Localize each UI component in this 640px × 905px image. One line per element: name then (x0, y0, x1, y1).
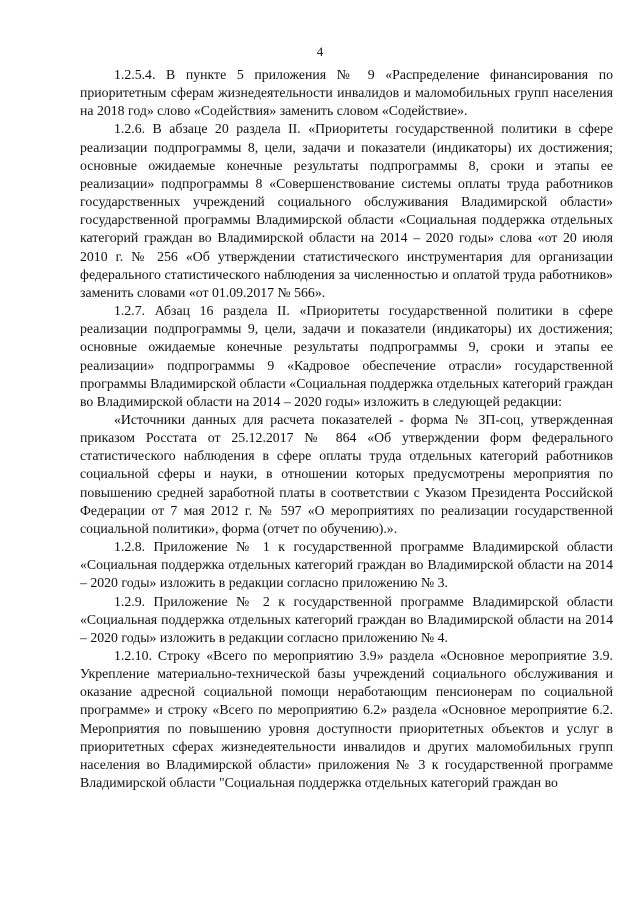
paragraph-1-2-9: 1.2.9. Приложение № 2 к государственной программе Владимирской области «Социальная поддержка отдельных категорий граждан во Владимирской области на 2014 – 2020 годы» изложить в редакции согласно приложению № 4. (80, 593, 613, 645)
paragraph-1-2-5-4: 1.2.5.4. В пункте 5 приложения № 9 «Распределение финансирования по приоритетным сферам жизнедеятельности инвалидов и маломобильных групп населения на 2018 год» слово «Содействия» заменить словом «Содействие». (80, 67, 613, 119)
page-number: 4 (316, 44, 324, 59)
paragraph-1-2-10: 1.2.10. Строку «Всего по мероприятию 3.9» раздела «Основное мероприятие 3.9. Укрепление материально-технической базы учреждений социального обслуживания и оказание адресной социальной помощи неработающим пенсионерам по социальной программе» и строку «Всего по мероприятию 6.2» раздела «Основное мероприятие 6.2. Мероприятия по повышению уровня доступности приоритетных объектов и услуг в приоритетных сферах жизнедеятельности инвалидов и других маломобильных групп населения во Владимирской области» приложения № 3 к государственной программе Владимирской области "Социальная поддержка отдельных категорий граждан во (80, 648, 613, 791)
document-body (80, 66, 613, 792)
paragraph-1-2-6: 1.2.6. В абзаце 20 раздела II. «Приоритеты государственной политики в сфере реализации подпрограммы 8, цели, задачи и показатели (индикаторы) их достижения; основные ожидаемые конечные результаты подпрограммы 8, сроки и этапы ее реализации» подпрограммы 8 «Совершенствование системы оплаты труда работников государственных учреждений социального обслуживания Владимирской области» государственной программы Владимирской области «Социальная поддержка отдельных категорий граждан во Владимирской области на 2014 – 2020 годы» слова «от 20 июля 2010 г. № 256 «Об утверждении статистического инструментария для организации федерального статистического наблюдения за численностью и оплатой труда работников» заменить словами «от 01.09.2017 № 566». (80, 121, 613, 300)
paragraph-1-2-7: 1.2.7. Абзац 16 раздела II. «Приоритеты государственной политики в сфере реализации подпрограммы 9, цели, задачи и показатели (индикаторы) их достижения; основные ожидаемые конечные результаты подпрограммы 9, сроки и этапы ее реализации» подпрограммы 9 «Кадровое обеспечение отрасли» государственной программы Владимирской области «Социальная поддержка отдельных категорий граждан во Владимирской области на 2014 – 2020 годы» изложить в следующей редакции: (80, 303, 613, 409)
paragraph-1-2-8: 1.2.8. Приложение № 1 к государственной программе Владимирской области «Социальная поддержка отдельных категорий граждан во Владимирской области на 2014 – 2020 годы» изложить в редакции согласно приложению № 3. (80, 539, 613, 591)
quoted-new-wording: «Источники данных для расчета показателей - форма № ЗП-соц, утвержденная приказом Росстата от 25.12.2017 № 864 «Об утверждении форм федерального статистического наблюдения в сфере оплаты труда отдельных категорий работников социальной сферы и науки, в отношении которых предусмотрены мероприятия по повышению средней заработной платы в соответствии с Указом Президента Российской Федерации от 7 мая 2012 г. № 597 «О мероприятиях по реализации государственной социальной политики», форма (отчет по обучению).». (80, 411, 613, 536)
